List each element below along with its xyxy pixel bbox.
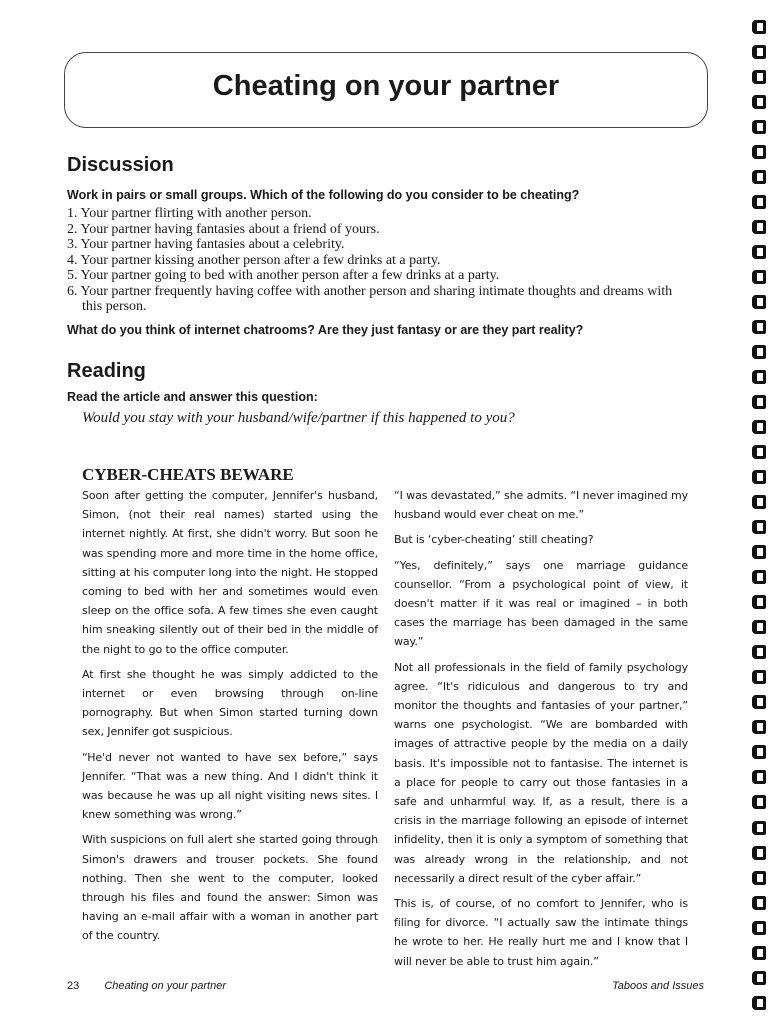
- discussion-heading: Discussion: [67, 154, 174, 176]
- footer-left: [67, 980, 226, 992]
- list-item: 4. Your partner kissing another person after a few drinks at a party.: [67, 252, 441, 268]
- paragraph: “I was devastated,” she admits. “I never imagined my husband would ever cheat on me.”: [394, 489, 688, 522]
- discussion-instruction: Work in pairs or small groups. Which of the following do you consider to be cheating?: [67, 188, 580, 202]
- article-column-left: [82, 486, 378, 952]
- reading-question: Would you stay with your husband/wife/partner if this happened to you?: [82, 410, 515, 426]
- discussion-list: [67, 206, 687, 315]
- paragraph: But is ‘cyber-cheating’ still cheating?: [394, 533, 594, 547]
- spiral-binding: [746, 20, 768, 1010]
- paragraph: This is, of course, of no comfort to Jennifer, who is filing for divorce. “I actually saw the intimate things he wrote to her. He really hurt me and I know that I will never be able to trust him again.”: [394, 897, 688, 968]
- list-item: 2. Your partner having fantasies about a friend of yours.: [67, 221, 380, 237]
- paragraph: “Yes, definitely,” says one marriage guidance counsellor. “From a psychological point of view, it doesn't matter if it was real or imagined – in both cases the marriage has been damaged in the same way.”: [394, 558, 688, 649]
- paragraph: At first she thought he was simply addicted to the internet or even browsing through on-line pornography. But when Simon started turning down sex, Jennifer got suspicious.: [82, 667, 378, 739]
- list-item: 5. Your partner going to bed with another person after a few drinks at a party.: [67, 268, 500, 283]
- paragraph: Not all professionals in the field of family psychology agree. “It's ridiculous and dangerous to try and monitor the thoughts and fantasies of your partner,” warns one psychologist. “We are bombarded with images of attractive people by the media on a daily basis. It's impossible not to fantasise. The internet is a place for people to carry out those fantasies in a safe and unharmful way. If, as a result, there is a crisis in the marriage following an episode of internet infidelity, then it is only a symptom of something that was already wrong in the relationship, and not necessarily a direct result of the cyber affair.”: [394, 660, 688, 885]
- footer-chapter: Cheating on your partner: [104, 980, 226, 992]
- footer-section: Taboos and Issues: [612, 980, 704, 992]
- paragraph: “He'd never not wanted to have sex before,” says Jennifer. “That was a new thing. And I didn't think it was because he was up all night visiting news sites. I knew something was wrong.”: [82, 750, 378, 822]
- list-item: 3. Your partner having fantasies about a celebrity.: [67, 237, 345, 252]
- list-item: 6. Your partner frequently having coffee with another person and sharing intimate thoughts and dreams with this person.: [67, 283, 673, 314]
- paragraph: With suspicions on full alert she started going through Simon's drawers and trouser pockets. She found nothing. Then she went to the computer, looked through his files and found the answer: Simon was having an e-mail affair with a woman in another part of the country.: [82, 833, 378, 943]
- article-title: CYBER-CHEATS BEWARE: [82, 465, 294, 484]
- discussion-question: What do you think of internet chatrooms? Are they just fantasy or are they part reality?: [67, 323, 584, 337]
- paragraph: Soon after getting the computer, Jennifer's husband, Simon, (not their real names) started using the internet nightly. At first, she didn't worry. But soon he was spending more and more time in the home office, sitting at his computer long into the night. He stopped coming to bed with her and sometimes would even sleep on the office sofa. A few times she even caught him sneaking silently out of their bed in the middle of the night to go to the office computer.: [82, 489, 378, 656]
- page-title: Cheating on your partner: [212, 70, 560, 102]
- list-item: 1. Your partner flirting with another person.: [67, 206, 312, 221]
- page-number: 23: [67, 980, 80, 992]
- reading-instruction: Read the article and answer this question:: [67, 390, 318, 404]
- reading-heading: Reading: [67, 360, 146, 382]
- article-column-right: [394, 486, 688, 977]
